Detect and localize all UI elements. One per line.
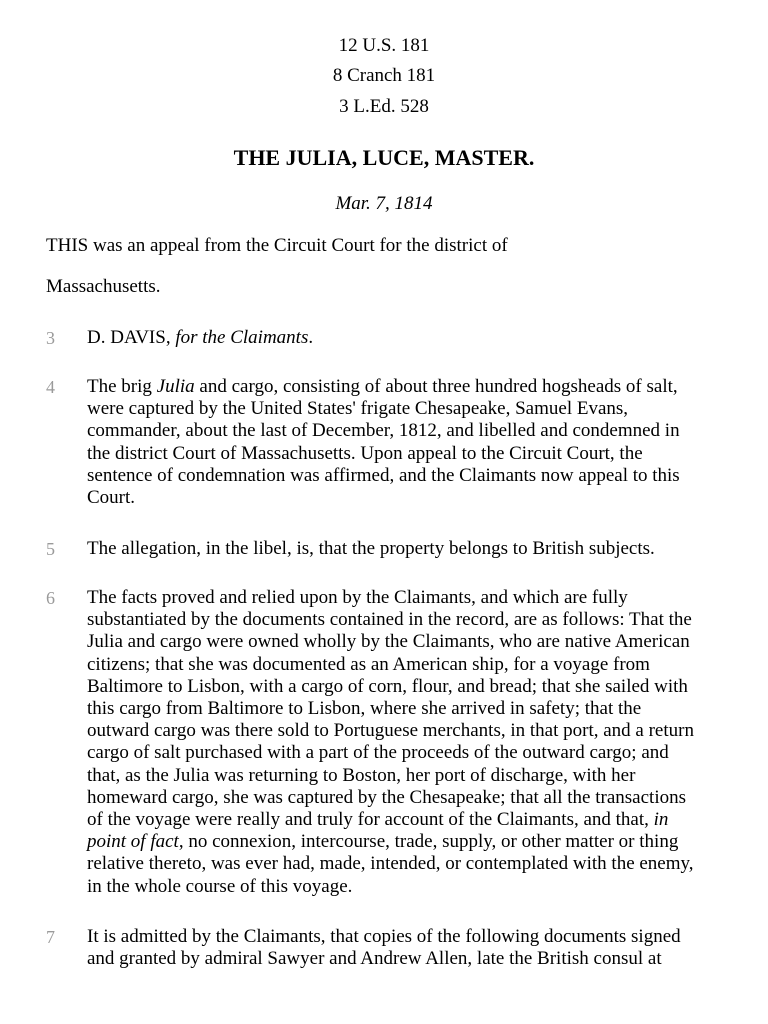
text-line: commander, about the last of December, 1812, and libelled and condemned in [87,420,680,442]
text-line: this cargo from Baltimore to Lisbon, where she arrived in safety; that the [87,698,642,720]
paragraph-number: 4 [46,377,55,397]
citation-lawyers-edition: 3 L.Ed. 528 [339,96,429,117]
text-line: homeward cargo, she was captured by the Chesapeake; that all the transactions [87,786,686,808]
text-line: Julia and cargo were owned wholly by the Claimants, who are native American [87,631,690,653]
intro-line-1: THIS was an appeal from the Circuit Court for the district of [46,235,508,256]
paragraph-number: 7 [46,927,55,947]
counsel-name: D. DAVIS, [87,327,176,348]
vessel-name: Julia [156,376,195,397]
text-line [87,327,727,349]
citation-us-reports: 12 U.S. 181 [338,35,430,56]
counsel-role: for the Claimants [175,327,309,348]
text-line: that, as the Julia was returning to Boston, her port of discharge, with her [87,764,636,786]
text-line: were captured by the United States' frigate Chesapeake, Samuel Evans, [87,398,629,420]
text-run: , no connexion, intercourse, trade, supply, or other matter or thing [178,831,679,853]
paragraph-number: 6 [46,588,55,608]
decision-date: Mar. 7, 1814 [335,193,433,214]
paragraph-number: 3 [46,328,55,348]
text-line: in the whole course of this voyage. [87,875,353,897]
text-line: the district Court of Massachusetts. Upon appeal to the Circuit Court, the [87,442,643,464]
paragraph-text [87,926,727,970]
text-line [87,809,727,831]
text-run: of the voyage were really and truly for account of the Claimants, and that, [87,809,654,831]
paragraph-text [87,538,727,560]
text-line [87,376,727,398]
text-line: The allegation, in the libel, is, that the property belongs to British subjects. [87,538,655,559]
citation-cranch: 8 Cranch 181 [332,65,436,86]
text-line: Court. [87,487,136,509]
emphasis-run: point of fact [87,831,179,853]
text-line: cargo of salt purchased with a part of the proceeds of the outward cargo; and [87,742,669,764]
punctuation: . [308,327,314,348]
text-line: relative thereto, was ever had, made, intended, or contemplated with the enemy, [87,853,694,875]
text-run: The brig [87,376,157,397]
text-line: substantiated by the documents contained in the record, are as follows: That the [87,609,692,631]
text-line: sentence of condemnation was affirmed, and the Claimants now appeal to this [87,464,680,486]
text-line: outward cargo was there sold to Portuguese merchants, in that port, and a return [87,720,694,742]
emphasis-run: in [653,809,669,831]
paragraph-number: 5 [46,539,55,559]
text-run: and cargo, consisting of about three hundred hogsheads of salt, [194,376,678,397]
text-line: Baltimore to Lisbon, with a cargo of corn, flour, and bread; that she sailed with [87,675,688,697]
text-line: citizens; that she was documented as an American ship, for a voyage from [87,653,650,675]
text-line [87,831,727,853]
paragraph-text [87,376,727,509]
text-line: The facts proved and relied upon by the Claimants, and which are fully [87,587,628,608]
paragraph-text [87,587,727,898]
paragraph-text [87,327,727,349]
case-title: THE JULIA, LUCE, MASTER. [233,145,535,170]
intro-line-2: Massachusetts. [46,276,161,297]
text-line: It is admitted by the Claimants, that copies of the following documents signed [87,926,681,947]
text-line: and granted by admiral Sawyer and Andrew Allen, late the British consul at [87,948,662,970]
